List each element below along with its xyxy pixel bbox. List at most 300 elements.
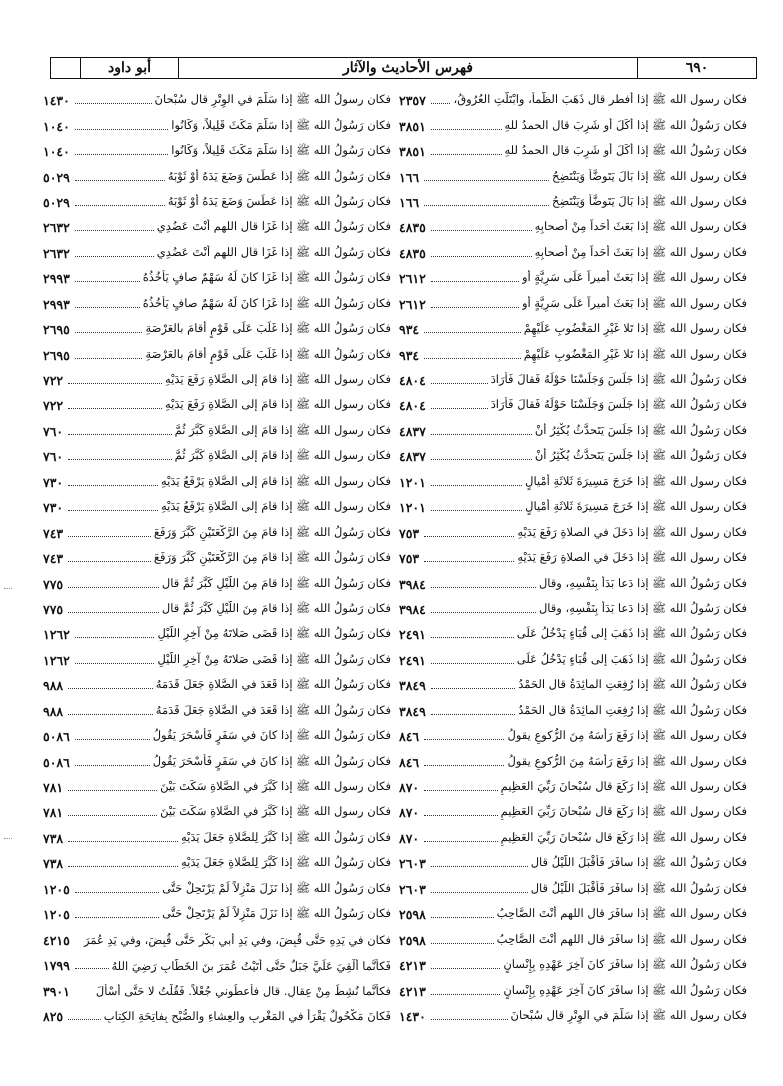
index-entry	[43, 927, 391, 952]
leader-dots	[431, 485, 522, 486]
index-entry	[399, 190, 747, 215]
leader-dots	[68, 510, 158, 511]
leader-dots	[75, 917, 159, 918]
hadith-number: ٣٨٤٩	[399, 678, 426, 694]
index-entry	[399, 292, 747, 317]
index-entry	[399, 113, 747, 138]
index-entry	[399, 775, 747, 800]
leader-dots	[431, 103, 451, 104]
hadith-number: ١٢٦٢	[43, 627, 70, 643]
index-entry	[43, 317, 391, 342]
index-entry	[43, 953, 391, 978]
hadith-number: ٣٩٨٤	[399, 601, 426, 617]
hadith-text: فكان رسول الله ﷺ إذا قامَ إلى الصَّلاةِ كَبَّرَ ثُمَّ	[174, 448, 391, 463]
leader-dots	[431, 281, 519, 282]
index-entry	[399, 139, 747, 164]
hadith-text: فكان رَسُولُ الله ﷺ إذا غَزَا قال اللهم أَنْتَ عَضُدِي	[156, 244, 391, 259]
index-entry	[43, 215, 391, 240]
hadith-number: ١٧٩٩	[43, 958, 70, 974]
leader-dots	[75, 180, 165, 181]
index-entry	[43, 241, 391, 266]
hadith-text: فكان رَسُولُ الله ﷺ إذا نَزَلَ مَنْزِلاً لَمْ يَرْتَحِلْ حَتَّى	[162, 880, 391, 895]
leader-dots	[68, 485, 158, 486]
leader-dots	[68, 790, 157, 791]
leader-dots	[424, 815, 497, 816]
hadith-number: ٣٩٨٤	[399, 576, 426, 592]
hadith-number: ٢٦١٢	[399, 296, 426, 312]
index-entry	[43, 749, 391, 774]
margin-mark	[4, 588, 12, 590]
hadith-text: فكان رسول الله ﷺ إذا سافَرَ قال اللهم أَنْتَ الصَّاحِبُ	[496, 931, 747, 946]
index-entry	[43, 571, 391, 596]
index-entry	[399, 673, 747, 698]
hadith-text: فكان رسول الله ﷺ إذا تَلا غَيْرِ المَغْضُوبِ عَلَيْهِمْ	[523, 321, 747, 336]
index-entry	[43, 724, 391, 749]
hadith-text: فكان رسول الله ﷺ إذا أفطر قال ذَهَبَ الظَّمأ، وابْتَلَّتِ العُرُوقُ،	[453, 92, 747, 107]
hadith-number: ٤٨٣٧	[399, 423, 426, 439]
hadith-number: ٤٨٠٤	[399, 373, 426, 389]
index-entry	[399, 419, 747, 444]
hadith-text: فكان رسول الله ﷺ إذا دَخَلَ في الصلاةِ رَفَعَ يَدَيْهِ	[517, 550, 747, 565]
index-entry	[43, 699, 391, 724]
leader-dots	[68, 714, 153, 715]
hadith-text: فكان رَسُولُ الله ﷺ إذا كانَ في سَفَرٍ فَأَسْحَرَ يَقُولُ	[152, 753, 391, 768]
hadith-text: فكان رسول الله ﷺ إذا رَكَعَ قال سُبْحانَ رَبِّيَ العَظِيمِ	[500, 804, 747, 819]
leader-dots	[431, 943, 494, 944]
leader-dots	[431, 129, 502, 130]
index-entry	[399, 342, 747, 367]
leader-dots	[431, 510, 522, 511]
leader-dots	[68, 1019, 101, 1020]
leader-dots	[75, 892, 159, 893]
hadith-text: فكان رَسُولُ الله ﷺ إذا جَلَسَ يَتَحدَّثُ يُكْثِرُ أنْ	[534, 448, 747, 463]
leader-dots	[431, 459, 532, 460]
hadith-text: فكان رسولُ الله ﷺ إذا سَلَّمَ في الوِتْرِ قال سُبْحانَ	[154, 92, 391, 107]
index-entry	[43, 978, 391, 1003]
leader-dots	[431, 434, 532, 435]
hadith-text: فَكأنَّما أُلْقِيَ عَلَيَّ جَبَلٌ حَتَّى أَتَيْتُ عُمَرَ بنَ الخَطَّابِ رَضِيَ اللهُ	[111, 958, 391, 973]
leader-dots	[75, 256, 154, 257]
hadith-number: ٧٣٨	[43, 856, 64, 872]
index-entry	[43, 1004, 391, 1029]
hadith-text: فكان رسول الله ﷺ إذا بَعَثَ أحَداً مِنْ أصحابِهِ	[534, 219, 747, 234]
leader-dots	[68, 536, 151, 537]
leader-dots	[431, 154, 502, 155]
index-entry	[399, 571, 747, 596]
hadith-number: ٧٢٢	[43, 398, 64, 414]
index-entry	[43, 851, 391, 876]
hadith-number: ٥٠٢٩	[43, 194, 70, 210]
hadith-number: ٣٨٥١	[399, 144, 426, 160]
hadith-text: فكان رسول الله ﷺ إذا رَكَعَ قال سُبْحانَ رَبِّيَ العَظِيمِ	[500, 779, 747, 794]
hadith-text: فكان رسول الله ﷺ إذا قامَ إلى الصَّلاةِ رَفَعَ يَدَيْهِ	[165, 372, 391, 387]
index-entry	[399, 88, 747, 113]
hadith-number: ٧٦٠	[43, 449, 64, 465]
index-entry	[43, 419, 391, 444]
hadith-text: فكان رسول الله ﷺ إذا دَخَلَ في الصلاةِ رَفَعَ يَدَيْهِ	[517, 524, 747, 539]
index-entry	[399, 699, 747, 724]
header-page-number: ٦٩٠	[685, 60, 709, 76]
left-column	[43, 88, 391, 1029]
leader-dots	[424, 739, 504, 740]
leader-dots	[68, 866, 178, 867]
hadith-text: فكان رَسُولُ الله ﷺ إذا غَلَبَ عَلَى قَوْمٍ أقامَ بالعَرْصَةِ	[145, 321, 391, 336]
hadith-text: فكان رَسُولُ الله ﷺ إذا غَزَا كانَ لَهُ سَهْمٌ صافٍ يَأْخُذُهُ	[142, 270, 391, 285]
hadith-number: ٧٥٣	[399, 525, 420, 541]
hadith-number: ٢٩٩٣	[43, 271, 70, 287]
leader-dots	[68, 434, 171, 435]
hadith-number: ١٢٠٥	[43, 907, 70, 923]
hadith-number: ١٢٦٢	[43, 652, 70, 668]
hadith-number: ٥٠٢٩	[43, 169, 70, 185]
margin-mark	[4, 838, 12, 840]
hadith-number: ٧٨١	[43, 780, 64, 796]
hadith-number: ٧٧٥	[43, 576, 64, 592]
hadith-text: فكان رسول الله ﷺ إذا بَالَ يَتَوضَّأُ وَيَنْتَضِحُ	[552, 193, 747, 208]
hadith-number: ٧٣٠	[43, 500, 64, 516]
leader-dots	[424, 841, 497, 842]
index-entry	[43, 113, 391, 138]
hadith-text: فكان رسول الله ﷺ إذا سَلَّمَ في الوِتْرِ قال سُبْحانَ	[510, 1007, 747, 1022]
leader-dots	[68, 587, 159, 588]
index-entry	[399, 266, 747, 291]
hadith-text: فكأنَّما نُشِطَ مِنْ عِقالٍ. قال فأعطُوني جُعْلاً. فَقُلْتُ لا حَتَّى أسْأَلَ	[95, 984, 391, 999]
hadith-number: ٤٨٠٤	[399, 398, 426, 414]
leader-dots	[68, 383, 162, 384]
leader-dots	[431, 866, 528, 867]
header-title: فهرس الأحاديث والآثار	[179, 58, 638, 78]
hadith-number: ٢٦٩٥	[43, 322, 70, 338]
hadith-number: ٩٨٨	[43, 703, 64, 719]
hadith-text: فكان رسول الله ﷺ إذا بَعَثَ أحَداً مِنْ أصحابِهِ	[534, 244, 747, 259]
header-empty-cell	[51, 58, 81, 78]
hadith-text: فكان رَسُولُ الله ﷺ إذا سافَرَ فَأَقْبَلَ اللَّيْلُ قال	[530, 880, 747, 895]
leader-dots	[75, 129, 168, 130]
index-entry	[399, 826, 747, 851]
hadith-number: ٩٣٤	[399, 322, 420, 338]
leader-dots	[75, 739, 150, 740]
hadith-text: فكان رسول الله ﷺ إذا رَكَعَ قال سُبْحانَ رَبِّيَ العَظِيمِ	[500, 829, 747, 844]
hadith-text: فكان رَسُولُ الله ﷺ إذا عَطَسَ وَضَعَ يَدَهُ أَوْ ثَوْبَهُ	[167, 193, 391, 208]
leader-dots	[424, 358, 521, 359]
leader-dots	[424, 790, 497, 791]
leader-dots	[431, 714, 515, 715]
index-entry	[399, 444, 747, 469]
leader-dots	[75, 205, 165, 206]
index-entry	[399, 317, 747, 342]
index-entry	[43, 546, 391, 571]
hadith-number: ٨٤٦	[399, 729, 420, 745]
leader-dots	[68, 459, 171, 460]
hadith-text: فكان رسول الله ﷺ إذا بَعَثَ أميراً عَلَى سَرِيَّةٍ أو	[521, 295, 747, 310]
hadith-text: فكان رَسُولُ الله ﷺ إذا سافَرَ فَأَقْبَلَ اللَّيْلُ قال	[530, 855, 747, 870]
hadith-text: فكان رسول الله ﷺ إذا كَبَّرَ في الصَّلاةِ سَكَتَ بَيْنَ	[160, 804, 391, 819]
hadith-text: فكان رَسُولُ الله ﷺ إذا رُفِعَتِ المائِدَةُ قال الحَمْدُ	[518, 677, 747, 692]
index-entry	[43, 902, 391, 927]
leader-dots	[75, 154, 168, 155]
hadith-text: فكان رَسُولُ الله ﷺ إذا جَلَسَ وَجَلَسْنَا حَوْلَهُ فَقالَ فَأَرَادَ	[490, 397, 747, 412]
index-entry	[43, 520, 391, 545]
hadith-number: ٤٢١٣	[399, 958, 426, 974]
hadith-text: فَكانَ مَكْحُولٌ يَقْرَأُ في المَغْرِبِ والعِشاءِ والصُّبْحِ بِفاتِحَةِ الكِتابِ	[103, 1009, 391, 1024]
leader-dots	[75, 332, 143, 333]
leader-dots	[75, 307, 140, 308]
hadith-number: ٧٥٣	[399, 551, 420, 567]
hadith-number: ١٢٠٥	[43, 881, 70, 897]
index-entry	[399, 800, 747, 825]
hadith-text: فكان رسول الله ﷺ إذا رَفَعَ رَأْسَهُ مِنَ الرُّكوعِ يقولُ	[507, 728, 747, 743]
hadith-number: ٢٦١٢	[399, 271, 426, 287]
leader-dots	[431, 917, 494, 918]
hadith-text: فكان رَسُولُ الله ﷺ إذا أكَلَ أو شَرِبَ قال الحمدُ للهِ	[504, 143, 747, 158]
leader-dots	[75, 230, 154, 231]
hadith-text: فكان رسول الله ﷺ إذا بَالَ يَتَوضَّأُ وَيَنْتَضِحُ	[552, 168, 747, 183]
hadith-text: فكان رَسُولُ الله ﷺ إذا قامَ مِنَ اللَّيْلِ كَبَّرَ ثُمَّ قال	[161, 600, 391, 615]
index-entry	[399, 1004, 747, 1029]
hadith-text: فكان رَسُولُ الله ﷺ إذا ذَهَبَ إلى قُبَاءٍ يَدْخُلُ عَلَى	[516, 651, 747, 666]
index-entry	[399, 470, 747, 495]
leader-dots	[431, 230, 532, 231]
leader-dots	[431, 968, 500, 969]
hadith-number: ٧٦٠	[43, 423, 64, 439]
index-entry	[43, 470, 391, 495]
leader-dots	[75, 103, 152, 104]
index-entry	[399, 495, 747, 520]
hadith-number: ٧٤٣	[43, 551, 64, 567]
hadith-text: فكان رَسُولُ الله ﷺ إذا نَزَلَ مَنْزِلاً لَمْ يَرْتَحِلْ حَتَّى	[162, 906, 391, 921]
index-entry	[43, 800, 391, 825]
leader-dots	[431, 408, 488, 409]
hadith-number: ١٦٦	[399, 194, 420, 210]
hadith-text: فكان رَسُولُ الله ﷺ إذا سافَرَ كانَ آخِرَ عَهْدِهِ بِإِنْسانٍ	[503, 957, 747, 972]
leader-dots	[75, 765, 150, 766]
hadith-text: فكان رسول الله ﷺ إذا قامَ إلى الصَّلاةِ يَرْفَعُ يَدَيْهِ	[161, 473, 391, 488]
hadith-number: ٤٨٣٧	[399, 449, 426, 465]
leader-dots	[431, 307, 519, 308]
hadith-text: فكان رَسُولُ الله ﷺ إذا قَضَى صَلاتَهُ مِنْ آخِرِ اللَّيْلِ	[157, 651, 391, 666]
hadith-number: ٢٣٥٧	[399, 93, 426, 109]
hadith-text: فكان في يَدِهِ حَتَّى قُبِضَ، وفي يَدِ أبي بَكْرٍ حَتَّى قُبِضَ، وفي يَدِ عُمَرَ	[83, 933, 391, 948]
index-entry	[43, 368, 391, 393]
index-entry	[399, 215, 747, 240]
hadith-number: ٢٤٩١	[399, 627, 426, 643]
hadith-number: ٢٩٩٣	[43, 296, 70, 312]
hadith-number: ٣٨٥١	[399, 118, 426, 134]
page-header	[50, 57, 757, 79]
leader-dots	[75, 281, 140, 282]
hadith-number: ١٤٣٠	[399, 1008, 426, 1024]
hadith-text: فكان رَسُولُ الله ﷺ إذا سافَرَ كانَ آخِرَ عَهْدِهِ بِإِنْسانٍ	[503, 982, 747, 997]
hadith-text: فكان رَسُولُ الله ﷺ إذا قَضَى صَلاتَهُ مِنْ آخِرِ اللَّيْلِ	[157, 626, 391, 641]
index-entry	[43, 393, 391, 418]
hadith-number: ٨٧٠	[399, 830, 420, 846]
leader-dots	[431, 383, 488, 384]
hadith-number: ١٢٠١	[399, 474, 426, 490]
index-entry	[399, 902, 747, 927]
hadith-number: ١٦٦	[399, 169, 420, 185]
hadith-text: فكان رَسُولُ الله ﷺ إذا دَعا بَدَأَ بِنَفْسِهِ، وقال	[538, 575, 747, 590]
index-entry	[399, 749, 747, 774]
hadith-number: ٢٦٣٢	[43, 245, 70, 261]
hadith-number: ٢٥٩٨	[399, 932, 426, 948]
hadith-text: فكان رسول الله ﷺ إذا كَبَّرَ في الصَّلاةِ سَكَتَ بَيْنَ	[160, 779, 391, 794]
hadith-text: فكان رَسُولُ الله ﷺ إذا كَبَّرَ لِلصَّلاةِ جَعَلَ يَدَيْهِ	[180, 855, 391, 870]
index-entry	[399, 241, 747, 266]
index-entry	[399, 648, 747, 673]
hadith-text: فكان رسول الله ﷺ إذا خَرَجَ مَسِيرَةَ ثَلاثَةِ أَمْيالٍ	[525, 473, 747, 488]
hadith-text: فكان رَسُولُ الله ﷺ إذا غَزَا قال اللهم أَنْتَ عَضُدِي	[156, 219, 391, 234]
hadith-number: ٢٥٩٨	[399, 907, 426, 923]
hadith-text: فكان رسول الله ﷺ إذا سافَرَ قال اللهم أَنْتَ الصَّاحِبُ	[496, 906, 747, 921]
leader-dots	[68, 408, 162, 409]
index-entry	[43, 88, 391, 113]
leader-dots	[68, 815, 157, 816]
index-entry	[399, 622, 747, 647]
hadith-number: ٤٢١٥	[43, 932, 70, 948]
leader-dots	[431, 663, 514, 664]
index-entry	[43, 139, 391, 164]
hadith-text: فكان رسول الله ﷺ إذا قامَ إلى الصَّلاةِ كَبَّرَ ثُمَّ	[174, 422, 391, 437]
index-entry	[43, 444, 391, 469]
hadith-text: فكان رَسُولُ الله ﷺ إذا دَعا بَدَأَ بِنَفْسِهِ، وقال	[538, 600, 747, 615]
hadith-number: ٥٠٨٦	[43, 729, 70, 745]
hadith-number: ٢٦٩٥	[43, 347, 70, 363]
leader-dots	[75, 637, 155, 638]
hadith-number: ٣٨٤٩	[399, 703, 426, 719]
index-entry	[399, 546, 747, 571]
index-entry	[43, 775, 391, 800]
hadith-number: ٤٢١٣	[399, 983, 426, 999]
hadith-text: فكان رسول الله ﷺ إذا رَفَعَ رَأْسَهُ مِنَ الرُّكوعِ يقولُ	[507, 753, 747, 768]
index-entry	[399, 724, 747, 749]
hadith-text: فكان رَسُولُ الله ﷺ إذا قامَ مِنَ الرَّكْعَتَيْنِ كَبَّرَ وَرَفَعَ	[153, 550, 391, 565]
hadith-number: ٣٩٠١	[43, 983, 70, 999]
hadith-text: فكان رَسُولُ الله ﷺ إذا رُفِعَتِ المائِدَةُ قال الحَمْدُ	[518, 702, 747, 717]
hadith-number: ٧٤٣	[43, 525, 64, 541]
index-entry	[399, 877, 747, 902]
hadith-number: ٧٢٢	[43, 373, 64, 389]
index-entry	[399, 520, 747, 545]
leader-dots	[431, 637, 514, 638]
leader-dots	[75, 358, 143, 359]
hadith-text: فكان رَسُولُ الله ﷺ إذا غَلَبَ عَلَى قَوْمٍ أقامَ بالعَرْصَةِ	[145, 346, 391, 361]
index-entry	[43, 164, 391, 189]
hadith-number: ٨٧٠	[399, 805, 420, 821]
leader-dots	[431, 1019, 508, 1020]
hadith-number: ٢٤٩١	[399, 652, 426, 668]
leader-dots	[424, 561, 514, 562]
leader-dots	[431, 256, 532, 257]
leader-dots	[68, 688, 153, 689]
header-book-name: أبو داود	[81, 58, 179, 78]
index-entry	[43, 826, 391, 851]
index-entry	[399, 597, 747, 622]
index-entry	[399, 978, 747, 1003]
hadith-text: فكان رَسُولُ الله ﷺ إذا غَزَا كانَ لَهُ سَهْمٌ صافٍ يَأْخُذُهُ	[142, 295, 391, 310]
hadith-text: فكان رسول الله ﷺ إذا قامَ إلى الصَّلاةِ يَرْفَعُ يَدَيْهِ	[161, 499, 391, 514]
index-entry	[43, 597, 391, 622]
index-entry	[43, 292, 391, 317]
hadith-number: ٥٠٨٦	[43, 754, 70, 770]
hadith-number: ٨٧٠	[399, 780, 420, 796]
index-entry	[399, 368, 747, 393]
hadith-text: فكان رَسُولُ الله ﷺ إذا جَلَسَ يَتَحدَّثُ يُكْثِرُ أنْ	[534, 422, 747, 437]
index-entry	[399, 164, 747, 189]
leader-dots	[68, 561, 151, 562]
hadith-text: فكان رسول الله ﷺ إذا قامَ إلى الصَّلاةِ رَفَعَ يَدَيْهِ	[165, 397, 391, 412]
leader-dots	[431, 612, 536, 613]
hadith-text: فكان رَسُولُ الله ﷺ إذا ذَهَبَ إلى قُبَاءٍ يَدْخُلُ عَلَى	[516, 626, 747, 641]
hadith-number: ٩٨٨	[43, 678, 64, 694]
index-entry	[399, 393, 747, 418]
hadith-text: فكان رَسُولُ الله ﷺ إذا كَبَّرَ لِلصَّلاةِ جَعَلَ يَدَيْهِ	[180, 829, 391, 844]
hadith-text: فكان رَسُولُ الله ﷺ إذا قامَ مِنَ الرَّكْعَتَيْنِ كَبَّرَ وَرَفَعَ	[153, 524, 391, 539]
index-entry	[43, 190, 391, 215]
hadith-number: ٤٨٣٥	[399, 245, 426, 261]
index-entry	[399, 851, 747, 876]
leader-dots	[431, 892, 528, 893]
hadith-text: فكان رَسُولُ الله ﷺ إذا كانَ في سَفَرٍ فَأَسْحَرَ يَقُولُ	[152, 728, 391, 743]
hadith-number: ٧٧٥	[43, 601, 64, 617]
hadith-number: ١٠٤٠	[43, 118, 70, 134]
hadith-number: ١٠٤٠	[43, 144, 70, 160]
hadith-text: فكان رسول الله ﷺ إذا تَلا غَيْرِ المَغْضُوبِ عَلَيْهِمْ	[523, 346, 747, 361]
index-entry	[43, 266, 391, 291]
hadith-number: ٨٢٥	[43, 1008, 64, 1024]
right-column	[399, 88, 747, 1029]
hadith-number: ٢٦٠٣	[399, 856, 426, 872]
hadith-text: فكان رَسُولُ الله ﷺ إذا عَطَسَ وَضَعَ يَدَهُ أَوْ ثَوْبَهُ	[167, 168, 391, 183]
hadith-number: ٧٨١	[43, 805, 64, 821]
hadith-text: فكان رَسُولُ الله ﷺ إذا سَلَّمَ مَكَثَ قَلِيلاً، وَكَانُوا	[171, 117, 391, 132]
index-entry	[43, 673, 391, 698]
leader-dots	[424, 205, 549, 206]
hadith-text: فكان رَسُولُ الله ﷺ إذا سَلَّمَ مَكَثَ قَلِيلاً، وَكَانُوا	[171, 143, 391, 158]
hadith-text: فكان رسول الله ﷺ إذا بَعَثَ أميراً عَلَى سَرِيَّةٍ أو	[521, 270, 747, 285]
index-entry	[399, 927, 747, 952]
leader-dots	[431, 994, 500, 995]
leader-dots	[424, 765, 504, 766]
hadith-number: ٧٣٨	[43, 830, 64, 846]
hadith-number: ١٢٠١	[399, 500, 426, 516]
hadith-number: ٩٣٤	[399, 347, 420, 363]
index-entry	[43, 342, 391, 367]
leader-dots	[75, 968, 109, 969]
index-entry	[43, 648, 391, 673]
hadith-number: ٤٨٣٥	[399, 220, 426, 236]
leader-dots	[68, 612, 159, 613]
hadith-number: ٢٦٣٢	[43, 220, 70, 236]
index-entry	[43, 495, 391, 520]
hadith-number: ٧٣٠	[43, 474, 64, 490]
hadith-number: ٨٤٦	[399, 754, 420, 770]
hadith-text: فكان رَسُولُ الله ﷺ إذا قامَ مِنَ اللَّيْلِ كَبَّرَ ثُمَّ قال	[161, 575, 391, 590]
index-entry	[43, 877, 391, 902]
leader-dots	[431, 688, 515, 689]
leader-dots	[424, 180, 549, 181]
leader-dots	[75, 663, 155, 664]
hadith-number: ١٤٣٠	[43, 93, 70, 109]
leader-dots	[424, 536, 514, 537]
hadith-text: فكان رَسُولُ الله ﷺ إذا أكَلَ أو شَرِبَ قال الحمدُ للهِ	[504, 117, 747, 132]
hadith-text: فكان رسول الله ﷺ إذا خَرَجَ مَسِيرَةَ ثَلاثَةِ أَمْيالٍ	[525, 499, 747, 514]
leader-dots	[431, 587, 536, 588]
index-entry	[399, 953, 747, 978]
hadith-text: فكان رَسُولُ الله ﷺ إذا قَعَدَ في الصَّلاةِ جَعَلَ قَدَمَهُ	[155, 677, 391, 692]
hadith-text: فكان رَسُولُ الله ﷺ إذا قَعَدَ في الصَّلاةِ جَعَلَ قَدَمَهُ	[155, 702, 391, 717]
hadith-text: فكان رَسُولُ الله ﷺ إذا جَلَسَ وَجَلَسْنَا حَوْلَهُ فَقالَ فَأَرَادَ	[490, 372, 747, 387]
leader-dots	[68, 841, 178, 842]
